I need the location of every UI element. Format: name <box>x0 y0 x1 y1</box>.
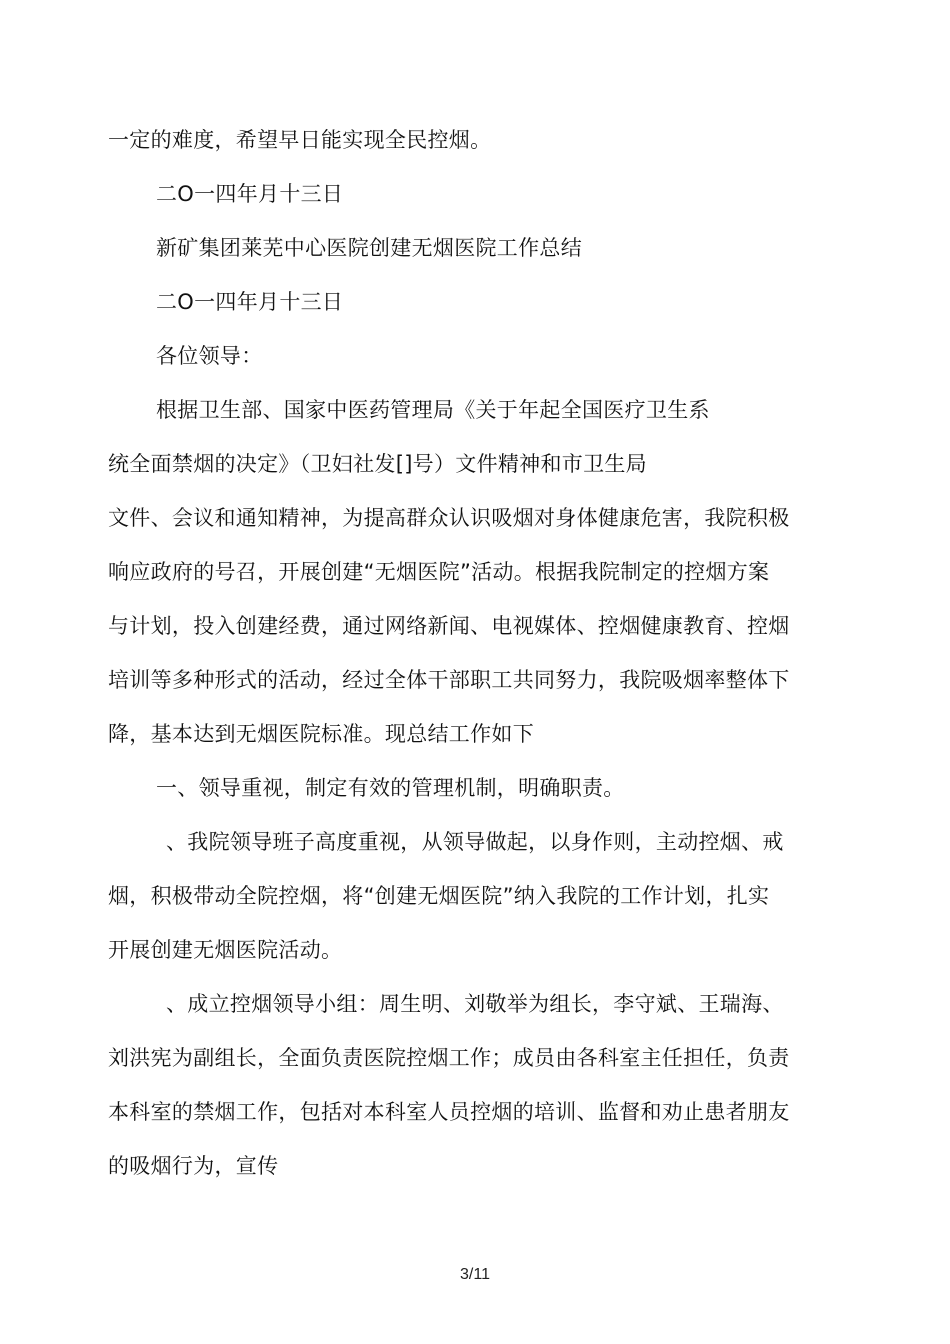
text-line: 、成立控烟领导小组：周生明、刘敬举为组长，李守斌、王瑞海、 <box>166 992 784 1016</box>
text-line: 一定的难度，希望早日能实现全民控烟。 <box>108 128 492 152</box>
text-line: 统全面禁烟的决定》（卫妇社发[]号）文件精神和市卫生局 <box>108 452 647 476</box>
text-line: 与计划，投入创建经费，通过网络新闻、电视媒体、控烟健康教育、控烟 <box>108 614 790 638</box>
text-line: 刘洪宪为副组长，全面负责医院控烟工作；成员由各科室主任担任，负责 <box>108 1046 790 1070</box>
text-line: 培训等多种形式的活动，经过全体干部职工共同努力，我院吸烟率整体下 <box>108 668 790 692</box>
text-line: 根据卫生部、国家中医药管理局《关于年起全国医疗卫生系 <box>156 398 710 422</box>
text-line: 的吸烟行为，宣传 <box>108 1154 279 1178</box>
date-line: 二O一四年月十三日 <box>156 290 344 314</box>
text-line: 文件、会议和通知精神，为提高群众认识吸烟对身体健康危害，我院积极 <box>108 506 790 530</box>
date-line: 二O一四年月十三日 <box>156 182 344 206</box>
text-line: 降，基本达到无烟医院标准。现总结工作如下 <box>108 722 534 746</box>
text-line: 、我院领导班子高度重视，从领导做起，以身作则，主动控烟、戒 <box>166 830 784 854</box>
page-number: 3/11 <box>460 1266 490 1283</box>
section-heading: 一、领导重视，制定有效的管理机制，明确职责。 <box>156 776 625 800</box>
text-line: 本科室的禁烟工作，包括对本科室人员控烟的培训、监督和劝止患者朋友 <box>108 1100 790 1124</box>
salutation: 各位领导： <box>156 344 263 368</box>
document-title: 新矿集团莱芜中心医院创建无烟医院工作总结 <box>156 236 582 260</box>
text-line: 开展创建无烟医院活动。 <box>108 938 343 962</box>
text-line: 响应政府的号召，开展创建“无烟医院”活动。根据我院制定的控烟方案 <box>108 560 770 584</box>
text-line: 烟，积极带动全院控烟，将“创建无烟医院”纳入我院的工作计划，扎实 <box>108 884 770 908</box>
